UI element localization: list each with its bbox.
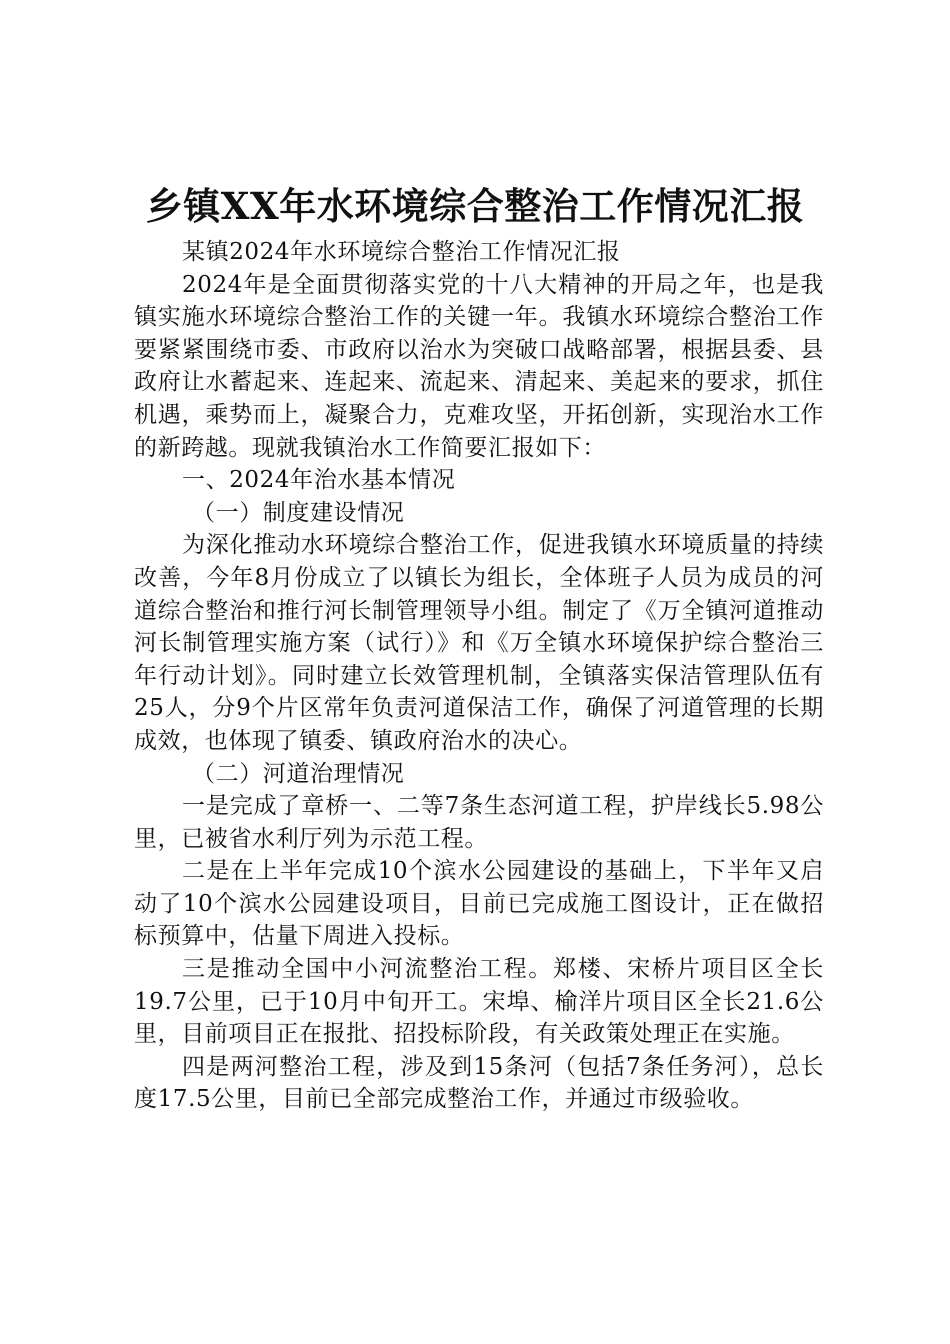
river-item-2: 二是在上半年完成10个滨水公园建设的基础上，下半年又启动了10个滨水公园建设项目，目前已完成施工图设计，正在做招标预算中，估量下周进入投标。	[134, 858, 824, 950]
river-item-1: 一是完成了章桥一、二等7条生态河道工程，护岸线长5.98公里，已被省水利厅列为示范工程。	[134, 793, 824, 852]
system-building-paragraph: 为深化推动水环境综合整治工作，促进我镇水环境质量的持续改善，今年8月份成立了以镇长为组长，全体班子人员为成员的河道综合整治和推行河长制管理领导小组。制定了《万全镇河道推动河长制管理实施方案（试行）》和《万全镇水环境保护综合整治三年行动计划》。同时建立长效管理机制，全镇落实保洁管理队伍有25人，分9个片区常年负责河道保洁工作，确保了河道管理的长期成效，也体现了镇委、镇政府治水的决心。	[134, 532, 824, 754]
document-body	[134, 236, 824, 1116]
document-subtitle: 某镇2024年水环境综合整治工作情况汇报	[182, 239, 621, 265]
river-item-3: 三是推动全国中小河流整治工程。郑楼、宋桥片项目区全长19.7公里，已于10月中旬开工。宋埠、榆洋片项目区全长21.6公里，目前项目正在报批、招投标阶段，有关政策处理正在实施。	[134, 956, 824, 1048]
document-title: 乡镇XX年水环境综合整治工作情况汇报	[145, 184, 805, 228]
intro-paragraph: 2024年是全面贯彻落实党的十八大精神的开局之年，也是我镇实施水环境综合整治工作的关键一年。我镇水环境综合整治工作要紧紧围绕市委、市政府以治水为突破口战略部署，根据县委、县政府让水蓄起来、连起来、流起来、清起来、美起来的要求，抓住机遇，乘势而上，凝聚合力，克难攻坚，开拓创新，实现治水工作的新跨越。现就我镇治水工作简要汇报如下：	[134, 271, 824, 461]
subsection-heading-river-management: （二）河道治理情况	[192, 760, 405, 787]
subsection-heading-system-building: （一）制度建设情况	[192, 499, 405, 526]
river-item-4: 四是两河整治工程，涉及到15条河（包括7条任务河），总长度17.5公里，目前已全部完成整治工作，并通过市级验收。	[134, 1053, 824, 1113]
section-heading-basic-situation: 一、2024年治水基本情况	[182, 467, 456, 494]
